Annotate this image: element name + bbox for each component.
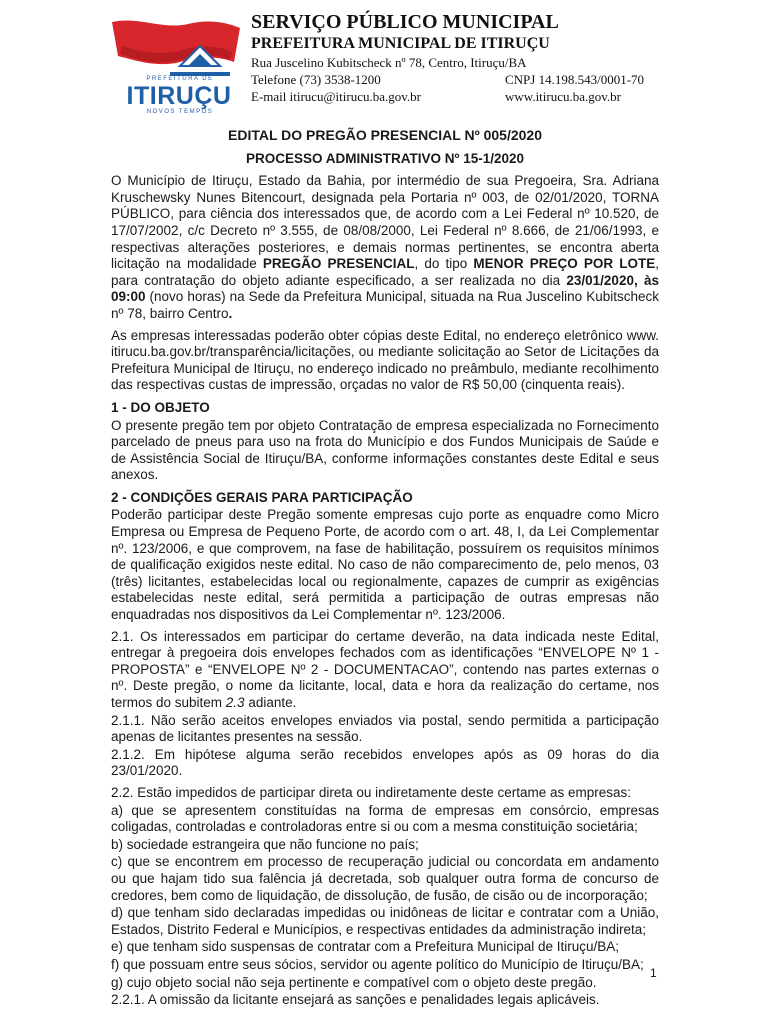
municipality-logo [108, 16, 244, 115]
item-2-1-tail: adiante. [244, 695, 297, 710]
letterhead-contact-row [251, 71, 671, 88]
section-1-text: O presente pregão tem por objeto Contratação de empresa especializada no Fornecimento parcelado de pneus para uso na frota do Município e dos Fundos Municipais de Saúde e de Assistência Social de Itiruçu/BA, conforme informações constantes deste Edital e seus anexos. [111, 417, 659, 483]
letterhead-website: www.itirucu.ba.gov.br [505, 89, 622, 104]
document-body [111, 127, 659, 1010]
intro-text-2: , do tipo [414, 256, 474, 272]
logo-top-text: PREFEITURA DE [146, 76, 214, 82]
document-title: EDITAL DO PREGÃO PRESENCIAL Nº 005/2020 [228, 127, 542, 143]
document-subtitle: PROCESSO ADMINISTRATIVO Nº 15-1/2020 [246, 150, 524, 166]
intro-bold-period: . [228, 305, 233, 321]
item-2-2-e: e) que tenham sido suspensas de contratar com a Prefeitura Municipal de Itiruçu/BA; [111, 939, 620, 955]
section-2-text: Poderão participar deste Pregão somente empresas cujo porte as enquadre como Micro Empresa ou Empresa de Pequeno Porte, de acordo com o art. 48, I, da Lei Complementar nº. 123/2006, e que comprovem, na fase de habilitação, possuírem os requisitos mínimos de qualificação exigidos neste edital. No caso de não comparecimento de, pelo menos, 03 (três) licitantes, estabelecidas local ou regionalmente, capazes de cumprir as exigências estabelecidas neste edital, será permitida a participação de outras empresas não enquadradas nos dispositivos da Lei Complementar nº. 123/2006. [111, 507, 659, 623]
letterhead-web-row [251, 88, 671, 105]
letterhead-cnpj: CNPJ 14.198.543/0001-70 [505, 72, 645, 87]
item-2-2-c: c) que se encontrem em processo de recuperação judicial ou concordata em andamento ou que hajam tido sua falência já decretada, sob qualquer outra forma de concurso de credores, bem como de liquidação, de dissolução, de fusão, de cisão ou de incorporação; [111, 854, 659, 903]
item-2-1-2: 2.1.2. Em hipótese alguma serão recebidos envelopes após as 09 horas do dia 23/01/2020. [111, 746, 659, 779]
item-2-1-reference: 2.3 [225, 695, 245, 710]
item-2-2-b: b) sociedade estrangeira que não funcione no país; [111, 836, 419, 852]
copies-paragraph: As empresas interessadas poderão obter cópias deste Edital, no endereço eletrônico www. itirucu.ba.gov.br/transparência/licitações, ou mediante solicitação ao Setor de Licitações da Prefeitura Municipal de Itiruçu, no endereço indicado no preâmbulo, mediante recolhimento das respectivas custas de impressão, orçadas no valor de R$ 50,00 (cinquenta reais). [111, 327, 659, 393]
item-2-2-d: d) que tenham sido declaradas impedidas ou inidôneas de licitar e contratar com a União, Estados, Distrito Federal e Municípios, e respectivas entidades da administração indireta; [111, 905, 659, 937]
item-2-1 [111, 629, 659, 712]
item-2-2-a: a) que se apresentem constituídas na forma de empresas em consórcio, empresas coligadas, controladas e controladoras entre si ou com a mesma constituição societária; [111, 802, 659, 835]
item-2-2-f: f) que possuam entre seus sócios, servidor ou agente político do Município de Itiruçu/BA; [111, 956, 644, 972]
intro-text-3: , para contratação do objeto adiante especificado, a ser realizada no dia [111, 256, 659, 288]
intro-text-4: (novo horas) na Sede da Prefeitura Municipal, situada na Rua Juscelino Kubitscheck nº 78, bairro Centro [111, 289, 659, 321]
intro-paragraph [111, 173, 659, 322]
item-2-2-1: 2.2.1. A omissão da licitante ensejará as sanções e penalidades legais aplicáveis. [111, 992, 600, 1008]
letterhead-title: SERVIÇO PÚBLICO MUNICIPAL [251, 11, 559, 33]
intro-bold-modality: PREGÃO PRESENCIAL [262, 256, 415, 272]
item-2-2-g: g) cujo objeto social não seja pertinente e compatível com o objeto deste pregão. [111, 974, 597, 990]
intro-text-1: O Município de Itiruçu, Estado da Bahia, por intermédio de sua Pregoeira, Sra. Adriana Kruschewsky Nunes Bitencourt, designada pela Portaria nº 003, de 02/01/2020, TORNA PÚBLICO, para ciência dos interessados que, de acordo com a Lei Federal nº 10.520, de 17/07/2002, c/c Decreto nº 3.555, de 08/08/2000, Lei Federal nº 8.666, de 21/06/1993, e respectivas alterações posteriores, e demais normas pertinentes, se encontra aberta licitação na modalidade [111, 173, 659, 272]
logo-bottom-text: NOVOS TEMPOS [146, 109, 214, 115]
intro-bold-date: 23/01/2020, às 09:00 [111, 272, 659, 305]
item-2-2: 2.2. Estão impedidos de participar direta ou indiretamente deste certame as empresas: [111, 784, 632, 800]
letterhead-address: Rua Juscelino Kubitscheck nº 78, Centro, Itiruçu/BA [251, 55, 527, 70]
page-number: 1 [650, 966, 657, 980]
letterhead-text [251, 10, 671, 105]
letterhead-phone: Telefone (73) 3538-1200 [251, 72, 381, 87]
item-2-1-text: 2.1. Os interessados em participar do certame deverão, na data indicada neste Edital, entregar à pregoeira dois envelopes fechados com as identificações “ENVELOPE Nº 1 - PROPOSTA” e “ENVELOPE Nº 2 - DOCUMENTACAO”, contendo nas partes externas o nº. Deste pregão, o nome da licitante, local, data e hora da realização do certame, nos termos do subitem [111, 628, 659, 710]
item-2-1-1: 2.1.1. Não serão aceitos envelopes enviados via postal, sendo permitida a participação apenas de licitantes presentes na sessão. [111, 712, 659, 745]
section-1-heading: 1 - DO OBJETO [111, 399, 210, 415]
letterhead-email: E-mail itirucu@itirucu.ba.gov.br [251, 89, 421, 104]
intro-bold-type: MENOR PREÇO POR LOTE [473, 256, 656, 272]
logo-name: ITIRUÇU [126, 82, 232, 110]
letterhead [108, 10, 668, 116]
section-2-heading: 2 - CONDIÇÕES GERAIS PARA PARTICIPAÇÃO [111, 489, 413, 505]
letterhead-subtitle: PREFEITURA MUNICIPAL DE ITIRUÇU [251, 35, 550, 52]
